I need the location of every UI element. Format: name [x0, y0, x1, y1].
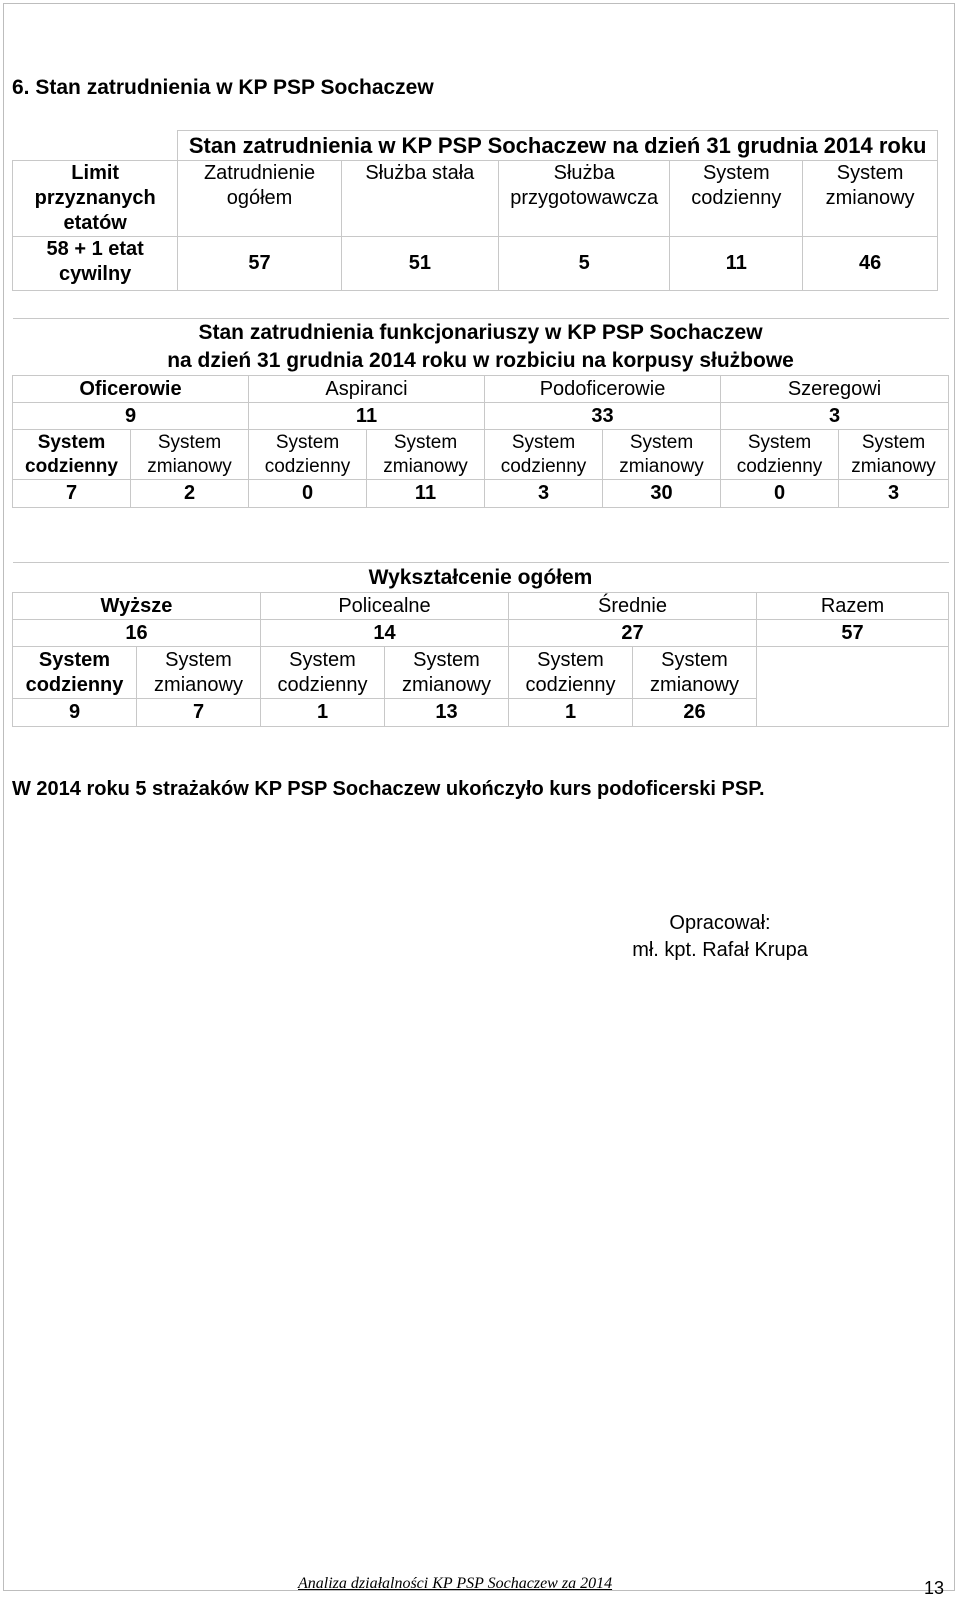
- edu-total-higher: 16: [13, 620, 261, 647]
- edu-empty-cell: [757, 647, 949, 727]
- total-nco: 33: [485, 403, 721, 430]
- total-officers: 9: [13, 403, 249, 430]
- group-officers: Oficerowie: [13, 376, 249, 403]
- edu-value: 1: [509, 699, 633, 727]
- corps-value: 0: [721, 480, 839, 508]
- sub-header: System codzienny: [13, 430, 131, 480]
- edu-secondary: Średnie: [509, 593, 757, 620]
- edu-value: 7: [137, 699, 261, 727]
- corps-table: [12, 318, 949, 508]
- edu-sub-header: System codzienny: [13, 647, 137, 699]
- corps-value: 7: [13, 480, 131, 508]
- edu-sub-header: System zmianowy: [385, 647, 509, 699]
- edu-sub-header: System zmianowy: [633, 647, 757, 699]
- header-limit: Limit przyznanych etatów: [13, 161, 178, 237]
- total-privates: 3: [721, 403, 949, 430]
- signature-label: Opracował:: [669, 912, 771, 934]
- header-permanent: Służba stała: [341, 161, 498, 237]
- employment-table: [12, 130, 938, 291]
- edu-total-all: 57: [757, 620, 949, 647]
- sub-header: System codzienny: [485, 430, 603, 480]
- corps-value: 0: [249, 480, 367, 508]
- value-daily: 11: [670, 237, 803, 291]
- value-permanent: 51: [341, 237, 498, 291]
- edu-value: 1: [261, 699, 385, 727]
- sub-header: System zmianowy: [367, 430, 485, 480]
- edu-sub-header: System codzienny: [509, 647, 633, 699]
- group-aspirants: Aspiranci: [249, 376, 485, 403]
- edu-value: 13: [385, 699, 509, 727]
- signature-block: [600, 910, 840, 964]
- footer-title: Analiza działalności KP PSP Sochaczew za 2014: [298, 1575, 613, 1592]
- value-preparatory: 5: [498, 237, 670, 291]
- corps-value: 30: [603, 480, 721, 508]
- header-daily: System codzienny: [670, 161, 803, 237]
- edu-sub-header: System zmianowy: [137, 647, 261, 699]
- sub-header: System zmianowy: [839, 430, 949, 480]
- corps-value: 11: [367, 480, 485, 508]
- corps-table-title-line2: na dzień 31 grudnia 2014 roku w rozbiciu na korpusy służbowe: [167, 349, 794, 372]
- edu-value: 26: [633, 699, 757, 727]
- edu-total-secondary: 27: [509, 620, 757, 647]
- edu-total: Razem: [757, 593, 949, 620]
- value-shift: 46: [803, 237, 938, 291]
- corps-value: 2: [131, 480, 249, 508]
- header-preparatory: Służba przygotowawcza: [498, 161, 670, 237]
- education-table-title: Wykształcenie ogółem: [13, 563, 949, 593]
- edu-post-secondary: Policealne: [261, 593, 509, 620]
- corps-value: 3: [485, 480, 603, 508]
- sub-header: System zmianowy: [603, 430, 721, 480]
- header-shift: System zmianowy: [803, 161, 938, 237]
- header-total: Zatrudnienie ogółem: [178, 161, 341, 237]
- edu-value: 9: [13, 699, 137, 727]
- edu-sub-header: System codzienny: [261, 647, 385, 699]
- sub-header: System codzienny: [721, 430, 839, 480]
- sub-header: System codzienny: [249, 430, 367, 480]
- sub-header: System zmianowy: [131, 430, 249, 480]
- section-heading: 6. Stan zatrudnienia w KP PSP Sochaczew: [12, 76, 434, 99]
- value-total: 57: [178, 237, 341, 291]
- edu-higher: Wyższe: [13, 593, 261, 620]
- group-privates: Szeregowi: [721, 376, 949, 403]
- education-table: [12, 562, 949, 727]
- group-nco: Podoficerowie: [485, 376, 721, 403]
- limit-value: 58 + 1 etat cywilny: [13, 237, 178, 291]
- signature-name: mł. kpt. Rafał Krupa: [632, 939, 808, 961]
- page-number: 13: [924, 1578, 945, 1598]
- corps-table-title-line1: Stan zatrudnienia funkcjonariuszy w KP PSP Sochaczew: [198, 321, 763, 344]
- corps-value: 3: [839, 480, 949, 508]
- edu-total-post-secondary: 14: [261, 620, 509, 647]
- course-note: W 2014 roku 5 strażaków KP PSP Sochaczew ukończyło kurs podoficerski PSP.: [12, 778, 765, 800]
- total-aspirants: 11: [249, 403, 485, 430]
- employment-table-title: Stan zatrudnienia w KP PSP Sochaczew na dzień 31 grudnia 2014 roku: [178, 131, 938, 161]
